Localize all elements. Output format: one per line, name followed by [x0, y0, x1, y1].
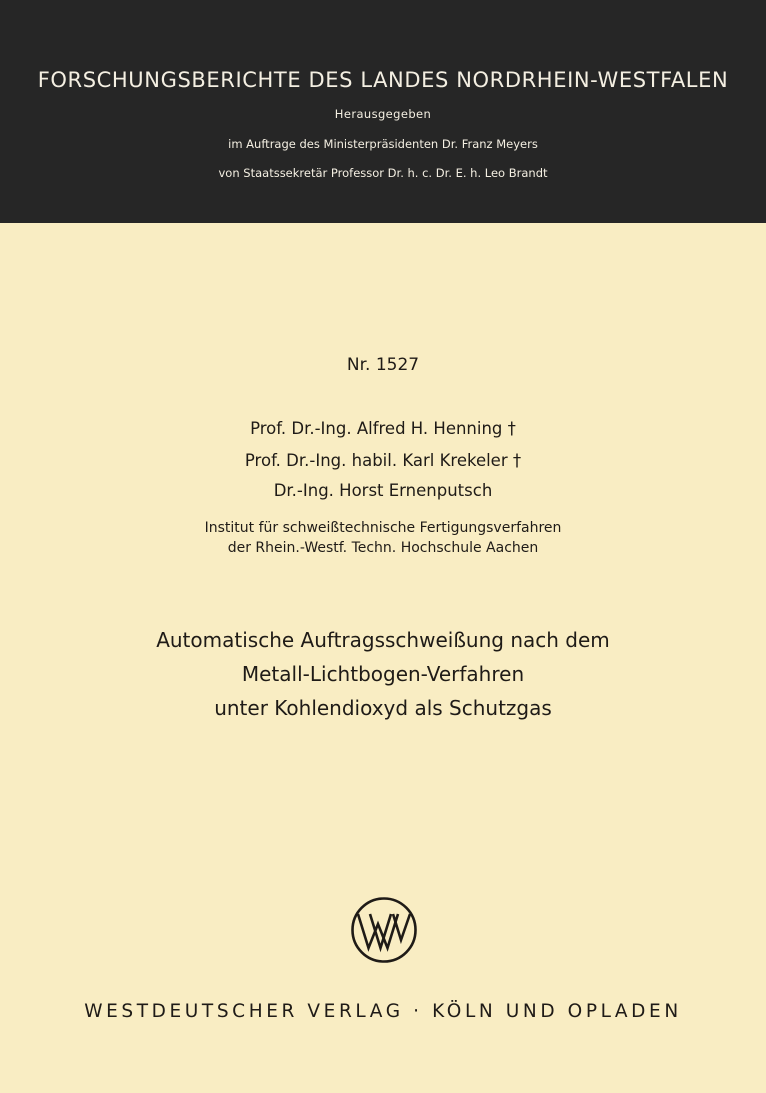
author-line: Prof. Dr.-Ing. habil. Karl Krekeler † [244, 451, 522, 470]
report-title-line: Automatische Auftragsschweißung nach dem [156, 628, 610, 652]
author-line: Prof. Dr.-Ing. Alfred H. Henning † [250, 419, 516, 438]
editor-line-issued: Herausgegeben [334, 107, 432, 121]
series-header-band [0, 0, 766, 223]
series-title: FORSCHUNGSBERICHTE DES LANDES NORDRHEIN-WESTFALEN [37, 68, 729, 92]
report-title-line: unter Kohlendioxyd als Schutzgas [214, 696, 552, 720]
institute-line: der Rhein.-Westf. Techn. Hochschule Aachen [227, 540, 539, 556]
editor-line-commission: im Auftrage des Ministerpräsidenten Dr. Franz Meyers [228, 137, 538, 151]
institute-line: Institut für schweißtechnische Fertigungsverfahren [204, 520, 562, 536]
author-line: Dr.-Ing. Horst Ernenputsch [273, 481, 493, 500]
wv-publisher-logo-icon [349, 895, 419, 965]
report-number: Nr. 1527 [346, 355, 420, 375]
report-title-line: Metall-Lichtbogen-Verfahren [241, 662, 525, 686]
editor-line-secretary: von Staatssekretär Professor Dr. h. c. Dr. E. h. Leo Brandt [218, 166, 548, 180]
publisher-imprint: WESTDEUTSCHER VERLAG · KÖLN UND OPLADEN [84, 1001, 682, 1022]
